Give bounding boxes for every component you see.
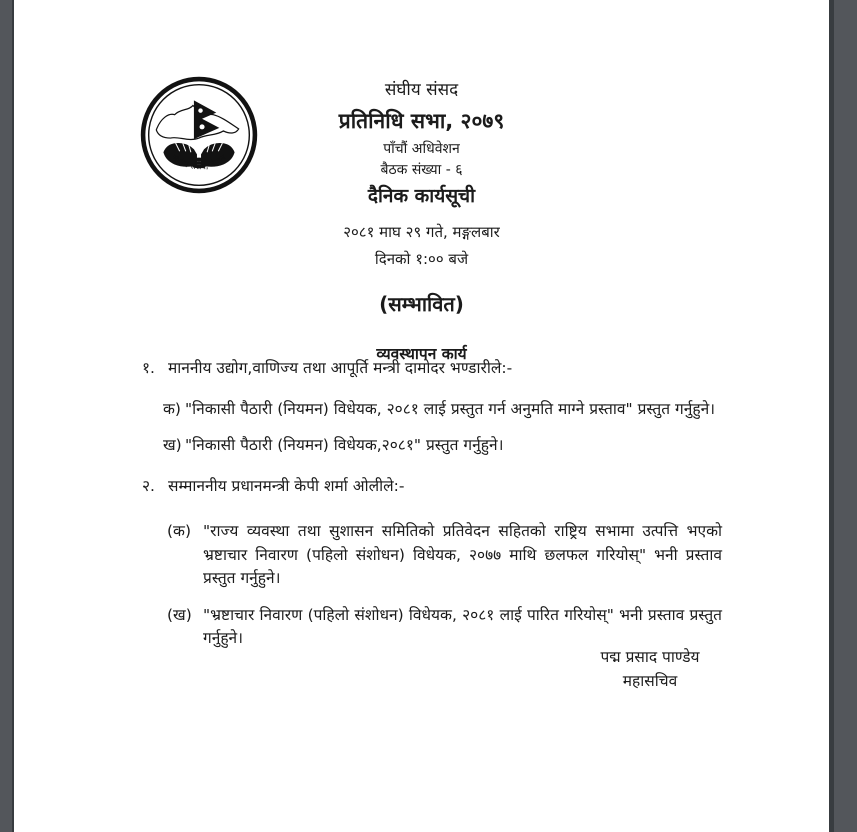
document-letterhead	[14, 79, 829, 365]
agenda-item-2b	[167, 604, 722, 651]
sub-item-text: "निकासी पैठारी (नियमन) विधेयक, २०८१ लाई प्रस्तुत गर्न अनुमति माग्ने प्रस्ताव" प्रस्तुत गर्नुहुने।	[185, 399, 716, 418]
agenda-item-2a	[167, 520, 722, 591]
sub-item-label: (ख)	[167, 605, 192, 624]
document-page	[12, 0, 834, 832]
sub-item-text: "निकासी पैठारी (नियमन) विधेयक,२०८१" प्रस्तुत गर्नुहुने।	[185, 436, 504, 454]
header-session: पाँचौं अधिवेशन	[383, 141, 460, 157]
header-parliament: संघीय संसद	[384, 80, 459, 100]
signatory-name: पद्म प्रसाद पाण्डेय	[600, 648, 700, 666]
sub-item-label: ख)	[163, 436, 182, 454]
header-date: २०८१ माघ २९ गते, मङ्गलबार	[343, 223, 500, 241]
item-number: १.	[142, 359, 155, 377]
header-tentative: (सम्भावित)	[379, 292, 464, 316]
signature-block	[574, 645, 726, 693]
viewer-gutter-right	[834, 0, 857, 832]
sub-item-text: "राज्य व्यवस्था तथा सुशासन समितिको प्रतिवेदन सहितको राष्ट्रिय सभामा उत्पत्ति भएको भ्रष्टाचार निवारण (पहिलो संशोधन) विधेयक, २०७७ माथि छलफल गरियोस्" भनी प्रस्ताव प्रस्तुत गर्नुहुने।	[203, 522, 722, 587]
viewer-gutter-left	[0, 0, 12, 832]
agenda-item-2	[142, 475, 722, 499]
sub-item-label: (क)	[167, 522, 191, 540]
agenda-list	[142, 357, 722, 651]
emblem-caption: संघीय संसद, नेपाल	[169, 153, 229, 173]
item-text: सम्माननीय प्रधानमन्त्री केपी शर्मा ओलीले:-	[168, 476, 405, 495]
sub-item-text: "भ्रष्टाचार निवारण (पहिलो संशोधन) विधेयक, २०८१ लाई पारित गरियोस्" भनी प्रस्ताव प्रस्तुत गर्नुहुने।	[203, 605, 722, 647]
agenda-item-1a	[163, 398, 722, 422]
agenda-item-1b	[163, 434, 722, 458]
header-house-year: प्रतिनिधि सभा, २०७९	[338, 109, 505, 133]
header-meeting-number: बैठक संख्या - ६	[380, 162, 463, 178]
header-agenda-title: दैनिक कार्यसूची	[367, 185, 476, 207]
signatory-title: महासचिव	[622, 672, 678, 690]
header-time: दिनको १:०० बजे	[374, 250, 469, 268]
item-text: माननीय उद्योग,वाणिज्य तथा आपूर्ति मन्त्री दामोदर भण्डारीले:-	[168, 359, 513, 377]
agenda-item-1	[142, 357, 722, 381]
item-number: २.	[142, 476, 155, 495]
section-title: व्यवस्थापन कार्य	[376, 345, 467, 363]
sub-item-label: क)	[163, 399, 181, 418]
